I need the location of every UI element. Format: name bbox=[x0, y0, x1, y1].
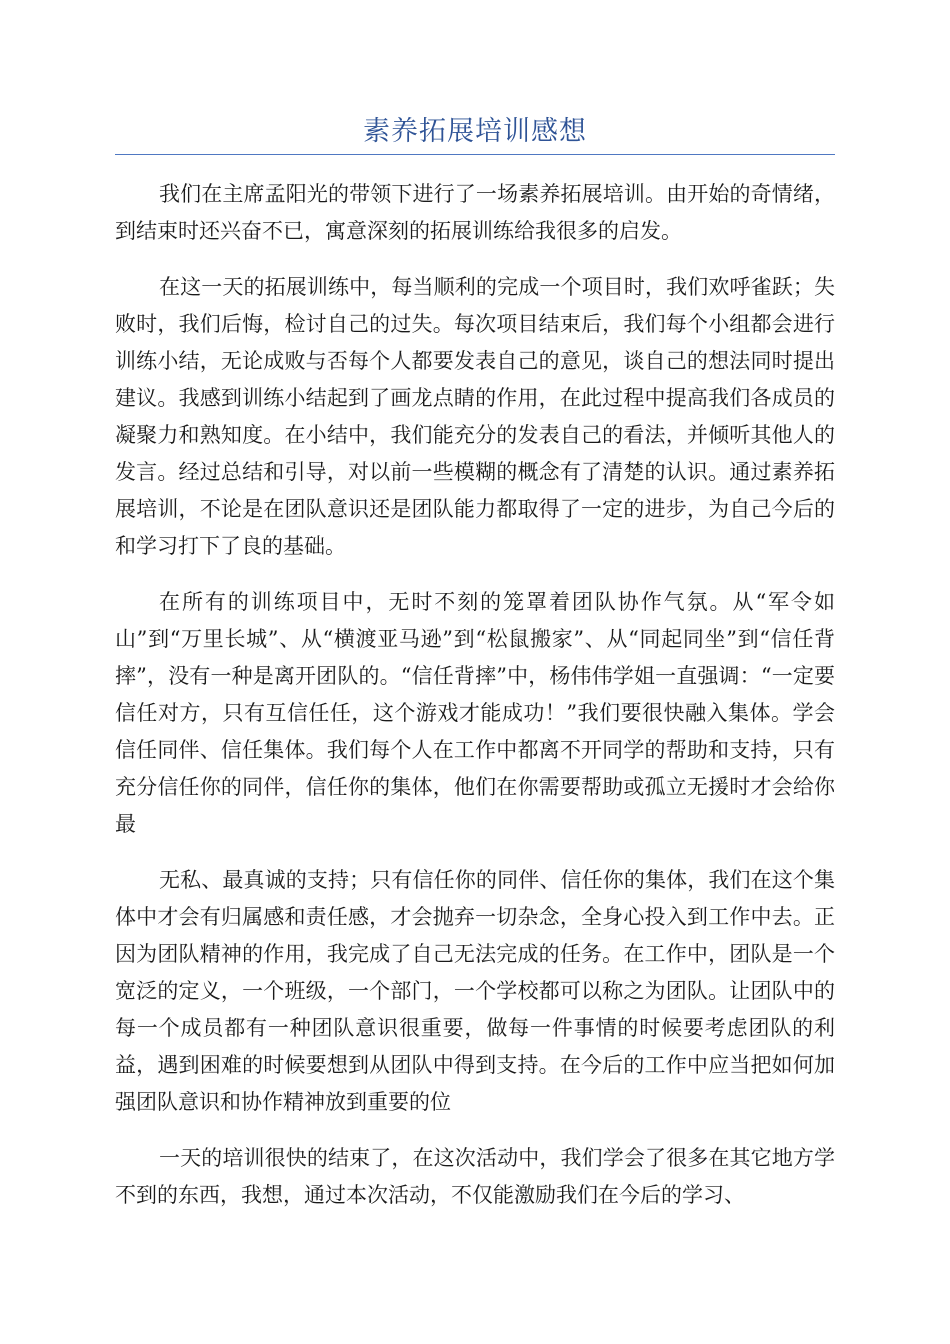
paragraph-5: 一天的培训很快的结束了，在这次活动中，我们学会了很多在其它地方学不到的东西，我想，通过本次活动，不仅能激励我们在今后的学习、 bbox=[115, 1146, 835, 1207]
paragraph-2: 在这一天的拓展训练中，每当顺利的完成一个项目时，我们欢呼雀跃；失败时，我们后悔，检讨自己的过失。每次项目结束后，我们每个小组都会进行训练小结，无论成败与否每个人都要发表自己的意见，谈自己的想法同时提出建议。我感到训练小结起到了画龙点睛的作用，在此过程中提高我们各成员的凝聚力和熟知度。在小结中，我们能充分的发表自己的看法，并倾听其他人的发言。经过总结和引导，对以前一些模糊的概念有了清楚的认识。通过素养拓展培训，不论是在团队意识还是团队能力都取得了一定的进步，为自己今后的和学习打下了良的基础。 bbox=[115, 275, 835, 558]
paragraph-1: 我们在主席孟阳光的带领下进行了一场素养拓展培训。由开始的奇情绪，到结束时还兴奋不已，寓意深刻的拓展训练给我很多的启发。 bbox=[115, 182, 835, 243]
paragraph-3: 在所有的训练项目中，无时不刻的笼罩着团队协作气氛。从“军令如山”到“万里长城”、从“横渡亚马逊”到“松鼠搬家”、从“同起同坐”到“信任背摔”，没有一种是离开团队的。“信任背摔”中，杨伟伟学姐一直强调：“一定要信任对方，只有互信任任，这个游戏才能成功！”我们要很快融入集体。学会信任同伴、信任集体。我们每个人在工作中都离不开同学的帮助和支持，只有充分信任你的同伴，信任你的集体，他们在你需要帮助或孤立无援时才会给你最 bbox=[115, 590, 835, 836]
paragraph-4: 无私、最真诚的支持；只有信任你的同伴、信任你的集体，我们在这个集体中才会有归属感和责任感，才会抛弃一切杂念，全身心投入到工作中去。正因为团队精神的作用，我完成了自己无法完成的任务。在工作中，团队是一个宽泛的定义，一个班级，一个部门，一个学校都可以称之为团队。让团队中的每一个成员都有一种团队意识很重要，做每一件事情的时候要考虑团队的利益，遇到困难的时候要想到从团队中得到支持。在今后的工作中应当把如何加强团队意识和协作精神放到重要的位 bbox=[115, 868, 835, 1114]
document-body bbox=[115, 176, 835, 1233]
title-underline bbox=[115, 154, 835, 155]
document-title: 素养拓展培训感想 bbox=[363, 116, 587, 147]
